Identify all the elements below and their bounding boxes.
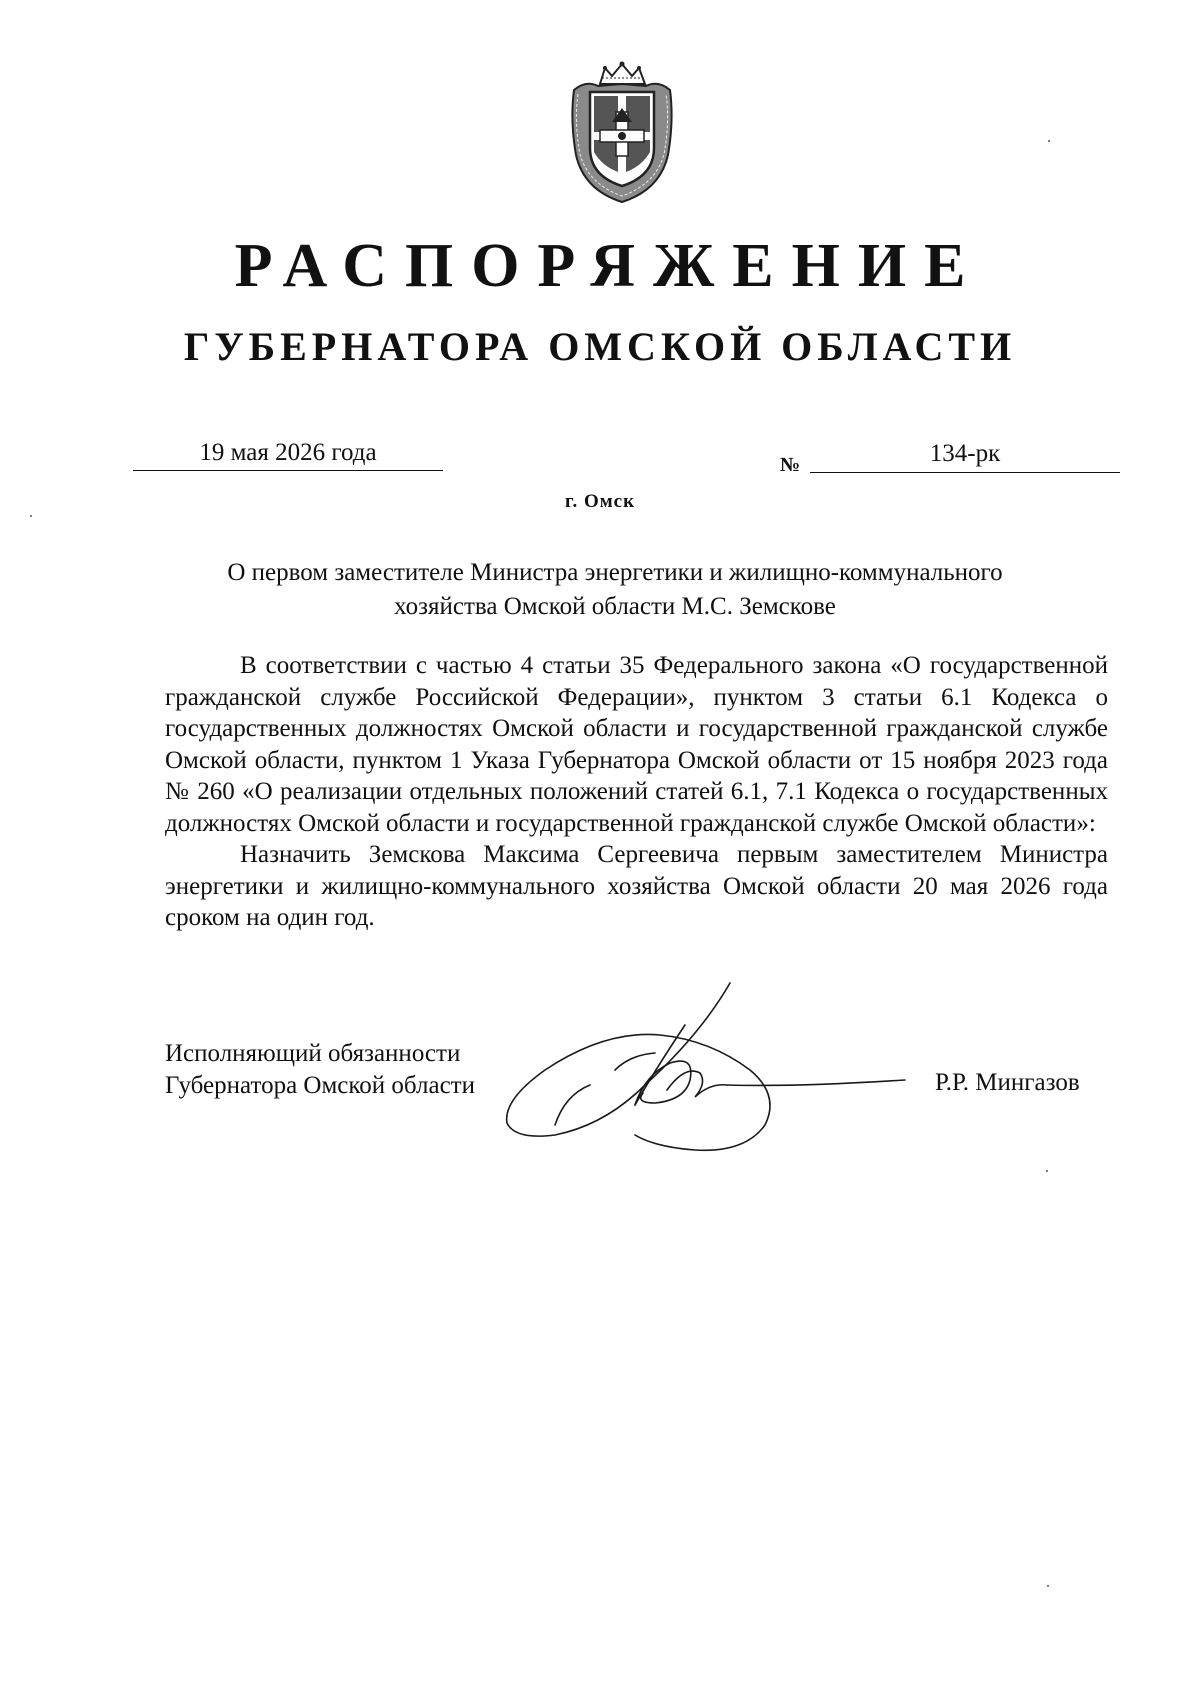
coat-of-arms-icon [560,60,685,205]
signatory-name: Р.Р. Мингазов [935,1069,1080,1096]
scan-speck [1046,1170,1048,1172]
scan-speck [30,515,32,517]
signatory-position-line-1: Исполняющий обязанности [165,1040,461,1067]
document-number: 134-рк [929,440,1001,467]
document-body [165,650,1108,934]
signatory-position [165,1038,475,1102]
document-city: г. Омск [564,491,636,512]
scan-speck [1047,1585,1049,1587]
document-subject [160,556,1070,624]
document-subtitle: ГУБЕРНАТОРА ОМСКОЙ ОБЛАСТИ [183,324,1017,369]
document-title: РАСПОРЯЖЕНИЕ [234,232,984,300]
signatory-position-line-2: Губернатора Омской области [165,1072,475,1099]
number-sign: № [780,454,801,476]
subject-line-1: О первом заместителе Министра энергетики и жилищно-коммунального [227,559,1003,586]
body-paragraph-2: Назначить Земскова Максима Сергеевича первым заместителем Министра энергетики и жилищно-коммунального хозяйства Омской области 20 мая 2026 года сроком на один год. [165,841,1108,931]
number-underline [810,472,1120,473]
document-date: 19 мая 2026 года [199,439,377,466]
date-underline [133,470,443,471]
scan-speck [1048,140,1050,142]
body-paragraph-1: В соответствии с частью 4 статьи 35 Федерального закона «О государственной гражданской службе Российской Федерации», пунктом 3 статьи 6.1 Кодекса о государственных должностях Омской области и государственной гражданской службе Омской области, пунктом 1 Указа Губернатора Омской области от 15 ноября 2023 года № 260 «О реализации отдельных положений статей 6.1, 7.1 Кодекса о государственных должностях Омской области и государственной гражданской службе Омской области»: [165,652,1108,837]
handwritten-signature-icon [495,975,935,1160]
subject-line-2: хозяйства Омской области М.С. Земскове [394,593,836,620]
